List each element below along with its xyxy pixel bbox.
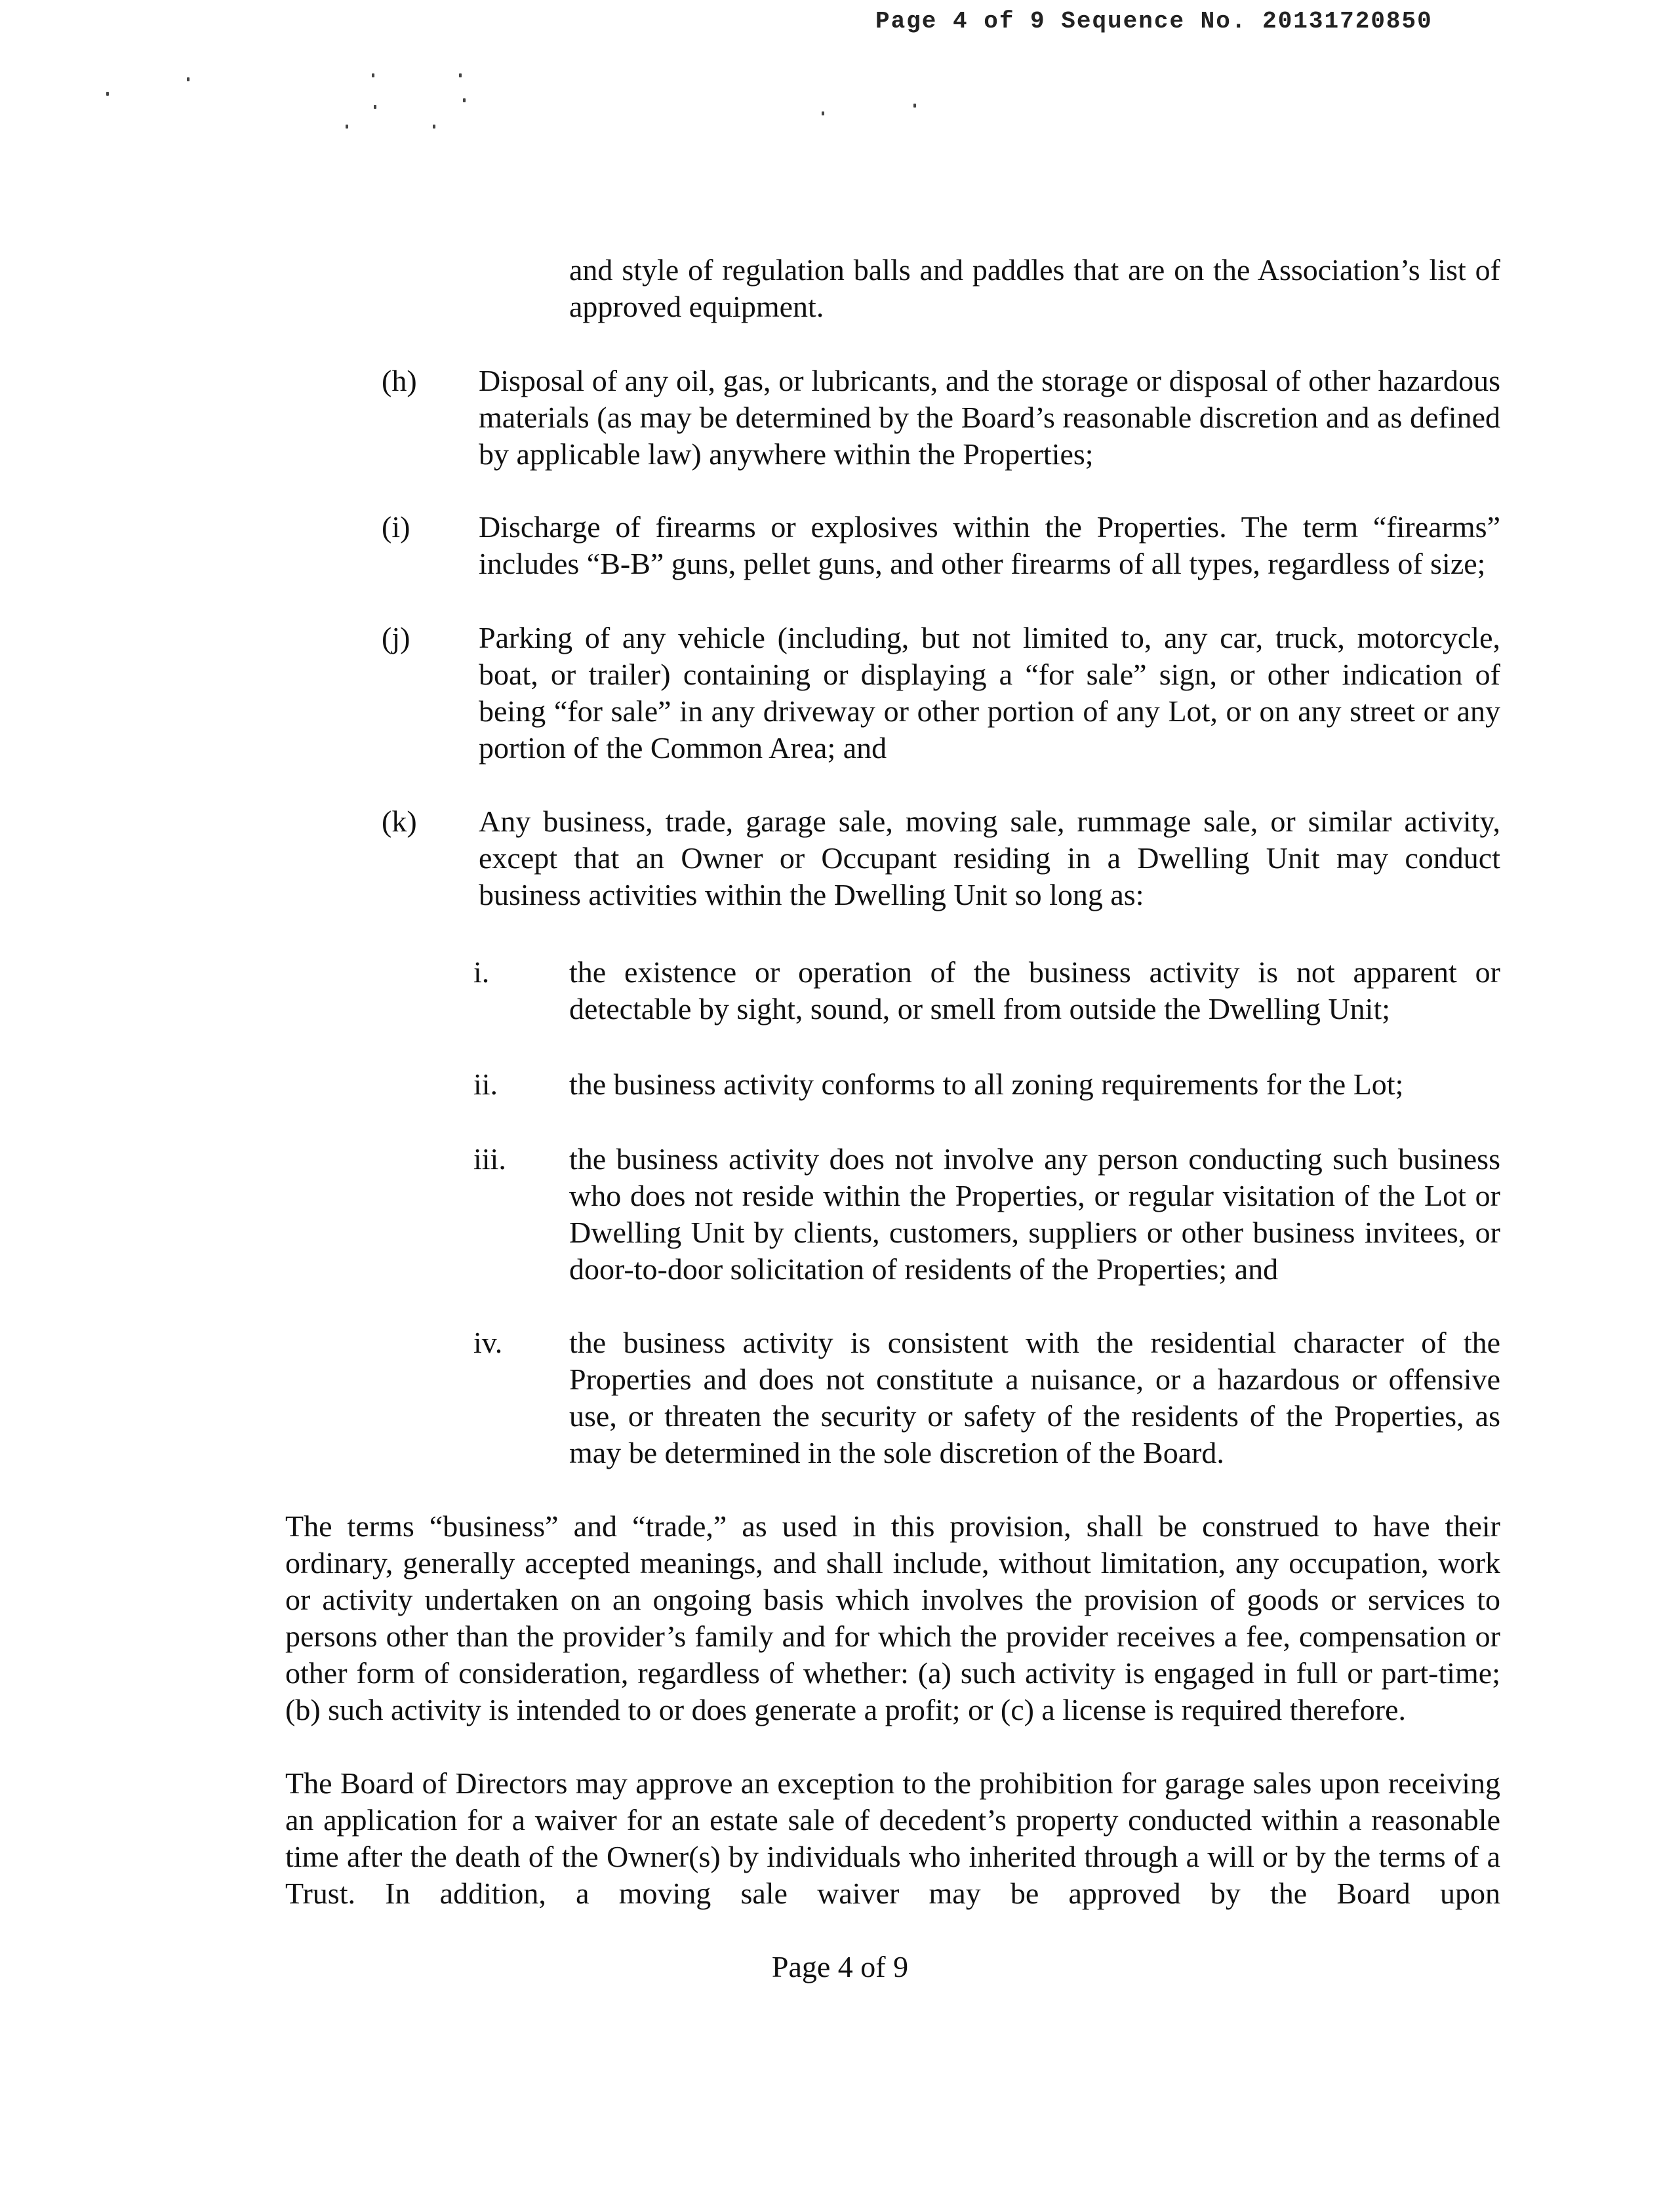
scan-speck — [822, 111, 824, 115]
continuation-text: and style of regulation balls and paddles that are on the Association’s list of approved equipment. — [569, 253, 1500, 323]
item-j-text: Parking of any vehicle (including, but not limited to, any car, truck, motorcycle, boat, or trailer) containing or displaying a “for sale” sign, or other indication of being “for sale” in any driveway or other portion of any Lot, or on any street or any portion of the Common Area; and — [479, 621, 1500, 765]
waiver-paragraph: The Board of Directors may approve an exception to the prohibition for garage sales upon receiving an application for a waiver for an estate sale of decedent’s property conducted within a reasonable time after the death of the Owner(s) by individuals who inherited through a will or by the terms of a Trust. In addition, a moving sale waiver may be approved by the Board upon — [285, 1766, 1500, 1910]
definition-paragraph: The terms “business” and “trade,” as used in this provision, shall be construed to have their ordinary, generally accepted meanings, and shall include, without limitation, any occupation, work or activity undertaken on an ongoing basis which involves the provision of goods or services to persons other than the provider’s family and for which the provider receives a fee, compensation or other form of consideration, regardless of whether: (a) such activity is engaged in full or part-time; (b) such activity is intended to or does generate a profit; or (c) a license is required therefore. — [285, 1509, 1500, 1726]
scan-speck — [433, 125, 435, 129]
item-h-text: Disposal of any oil, gas, or lubricants, and the storage or disposal of other hazardous materials (as may be determined by the Board’s reasonable discretion and as defined by applicable law) anywhere within the Properties; — [479, 364, 1500, 471]
subitem-marker: iv. — [473, 1326, 503, 1359]
item-marker: (h) — [382, 364, 417, 397]
page-footer: Page 4 of 9 — [771, 1950, 909, 1983]
scan-speck — [187, 77, 190, 81]
item-marker: (j) — [382, 621, 410, 654]
scan-speck — [913, 104, 916, 108]
subitem-marker: iii. — [473, 1142, 506, 1176]
subitem-iv-text: the business activity is consistent with the residential character of the Properties and does not constitute a nuisance, or a hazardous or offensive use, or threaten the security or safety of the residents of the Properties, as may be determined in the sole discretion of the Board. — [569, 1326, 1500, 1469]
subitem-marker: ii. — [473, 1067, 498, 1101]
sequence-header: Page 4 of 9 Sequence No. 20131720850 — [875, 8, 1433, 35]
scan-speck — [459, 73, 462, 77]
scan-speck — [346, 125, 348, 129]
scan-speck — [372, 73, 374, 77]
subitem-i-text: the existence or operation of the business activity is not apparent or detectable by sight, sound, or smell from outside the Dwelling Unit; — [569, 955, 1500, 1025]
item-i-text: Discharge of firearms or explosives within the Properties. The term “firearms” includes “B-B” guns, pellet guns, and other firearms of all types, regardless of size; — [479, 510, 1500, 580]
item-marker: (k) — [382, 805, 417, 838]
subitem-iii-text: the business activity does not involve any person conducting such business who does not reside within the Properties, or regular visitation of the Lot or Dwelling Unit by clients, customers, suppliers or other business invitees, or door-to-door solicitation of residents of the Properties; and — [569, 1142, 1500, 1286]
subitem-marker: i. — [473, 955, 490, 989]
scan-speck — [106, 92, 109, 96]
item-marker: (i) — [382, 510, 410, 544]
scan-speck — [463, 98, 466, 102]
scan-speck — [374, 105, 376, 109]
subitem-ii-text: the business activity conforms to all zoning requirements for the Lot; — [569, 1067, 1404, 1101]
item-k-text: Any business, trade, garage sale, moving sale, rummage sale, or similar activity, except that an Owner or Occupant residing in a Dwelling Unit may conduct business activities within the Dwelling Unit so long as: — [479, 805, 1500, 911]
